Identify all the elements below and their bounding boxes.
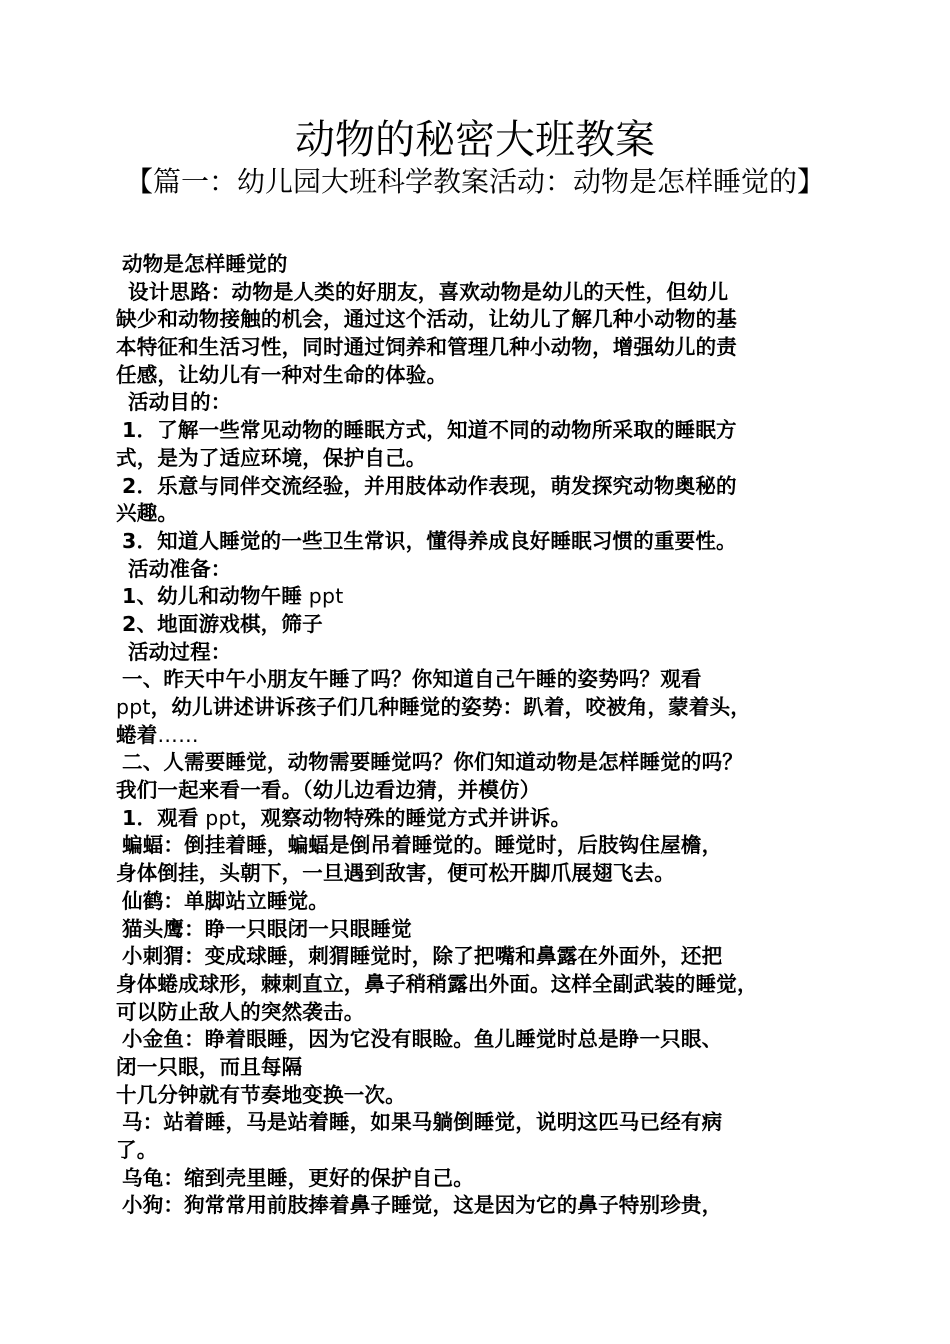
line-text: ppt	[198, 805, 240, 830]
line-text: ppt	[302, 584, 344, 609]
paragraph-line: 身体蜷成球形，棘刺直立，鼻子稍稍露出外面。这样全副武装的睡觉，	[116, 971, 758, 996]
line-text: 蜷着	[116, 722, 158, 747]
paragraph-line: 2．乐意与同伴交流经验，并用肢体动作表现，萌发探究动物奥秘的	[122, 473, 737, 498]
line-text: ……	[157, 722, 199, 747]
paragraph-line	[116, 805, 844, 833]
paragraph-line: 兴趣。	[116, 501, 179, 526]
paragraph-line: 小狗：狗常常用前肢捧着鼻子睡觉，这是因为它的鼻子特别珍贵，	[122, 1193, 723, 1218]
paragraph-line: 设计思路：动物是人类的好朋友，喜欢动物是幼儿的天性，但幼儿	[128, 279, 729, 304]
paragraph-line: 猫头鹰：睁一只眼闭一只眼睡觉	[122, 916, 412, 941]
paragraph-line: 小金鱼：睁着眼睡，因为它没有眼睑。鱼儿睡觉时总是睁一只眼、	[122, 1027, 723, 1052]
paragraph-line: 3．知道人睡觉的一些卫生常识，懂得养成良好睡眠习惯的重要性。	[122, 528, 737, 553]
line-text: 1、幼儿和动物午睡	[122, 584, 303, 609]
document-title: 动物的秘密大班教案	[295, 117, 655, 163]
paragraph-line: 本特征和生活习性，同时通过饲养和管理几种小动物，增强幼儿的责	[116, 335, 737, 360]
section-heading: 动物是怎样睡觉的	[122, 252, 288, 276]
line-text: ，幼儿讲述讲诉孩子们几种睡觉的姿势：趴着，咬被角，蒙着头，	[150, 695, 751, 719]
paragraph-line: 可以防止敌人的突然袭击。	[116, 999, 365, 1024]
paragraph-line: 了。	[116, 1138, 158, 1162]
line-text: 1．观看	[122, 805, 199, 830]
paragraph-line: 仙鹤：单脚站立睡觉。	[122, 888, 329, 913]
paragraph-line: 任感，让幼儿有一种对生命的体验。	[116, 362, 448, 387]
paragraph-line: 缺少和动物接触的机会，通过这个活动，让幼儿了解几种小动物的基	[116, 307, 737, 332]
paragraph-line: 小刺猬：变成球睡，刺猬睡觉时，除了把嘴和鼻露在外面外，还把	[122, 944, 723, 969]
section-heading: 活动过程：	[128, 639, 232, 664]
document-body	[116, 251, 844, 1220]
paragraph-line: 十几分钟就有节奏地变换一次。	[116, 1082, 406, 1107]
paragraph-line: 式，是为了适应环境，保护自己。	[116, 445, 427, 470]
paragraph-line: 我们一起来看一看。（幼儿边看边猜，并模仿）	[116, 778, 541, 803]
line-text: ppt	[116, 695, 151, 719]
section-heading: 活动目的：	[128, 390, 232, 415]
line-text: ，观察动物特殊的睡觉方式并讲诉。	[239, 805, 572, 830]
paragraph-line: 二、人需要睡觉，动物需要睡觉吗？你们知道动物是怎样睡觉的吗？	[122, 750, 743, 775]
paragraph-line: 乌龟：缩到壳里睡，更好的保护自己。	[122, 1165, 474, 1190]
paragraph-line: 闭一只眼，而且每隔	[116, 1054, 303, 1079]
section-heading: 活动准备：	[128, 556, 232, 581]
paragraph-line: 身体倒挂，头朝下，一旦遇到敌害，便可松开脚爪展翅飞去。	[116, 861, 675, 886]
document-subtitle: 【篇一：幼儿园大班科学教案活动：动物是怎样睡觉的】	[124, 165, 825, 198]
paragraph-line: 蝙蝠：倒挂着睡，蝙蝠是倒吊着睡觉的。睡觉时，后肢钩住屋檐，	[122, 833, 723, 858]
paragraph-line: 马：站着睡，马是站着睡，如果马躺倒睡觉，说明这匹马已经有病	[122, 1110, 723, 1135]
paragraph-line: 2、地面游戏棋，筛子	[122, 611, 323, 636]
paragraph-line: 1．了解一些常见动物的睡眠方式，知道不同的动物所采取的睡眠方	[122, 418, 737, 443]
paragraph-line	[116, 694, 844, 722]
paragraph-line	[116, 722, 844, 750]
paragraph-line	[116, 583, 844, 611]
paragraph-line: 一、昨天中午小朋友午睡了吗？你知道自己午睡的姿势吗？观看	[122, 667, 702, 692]
